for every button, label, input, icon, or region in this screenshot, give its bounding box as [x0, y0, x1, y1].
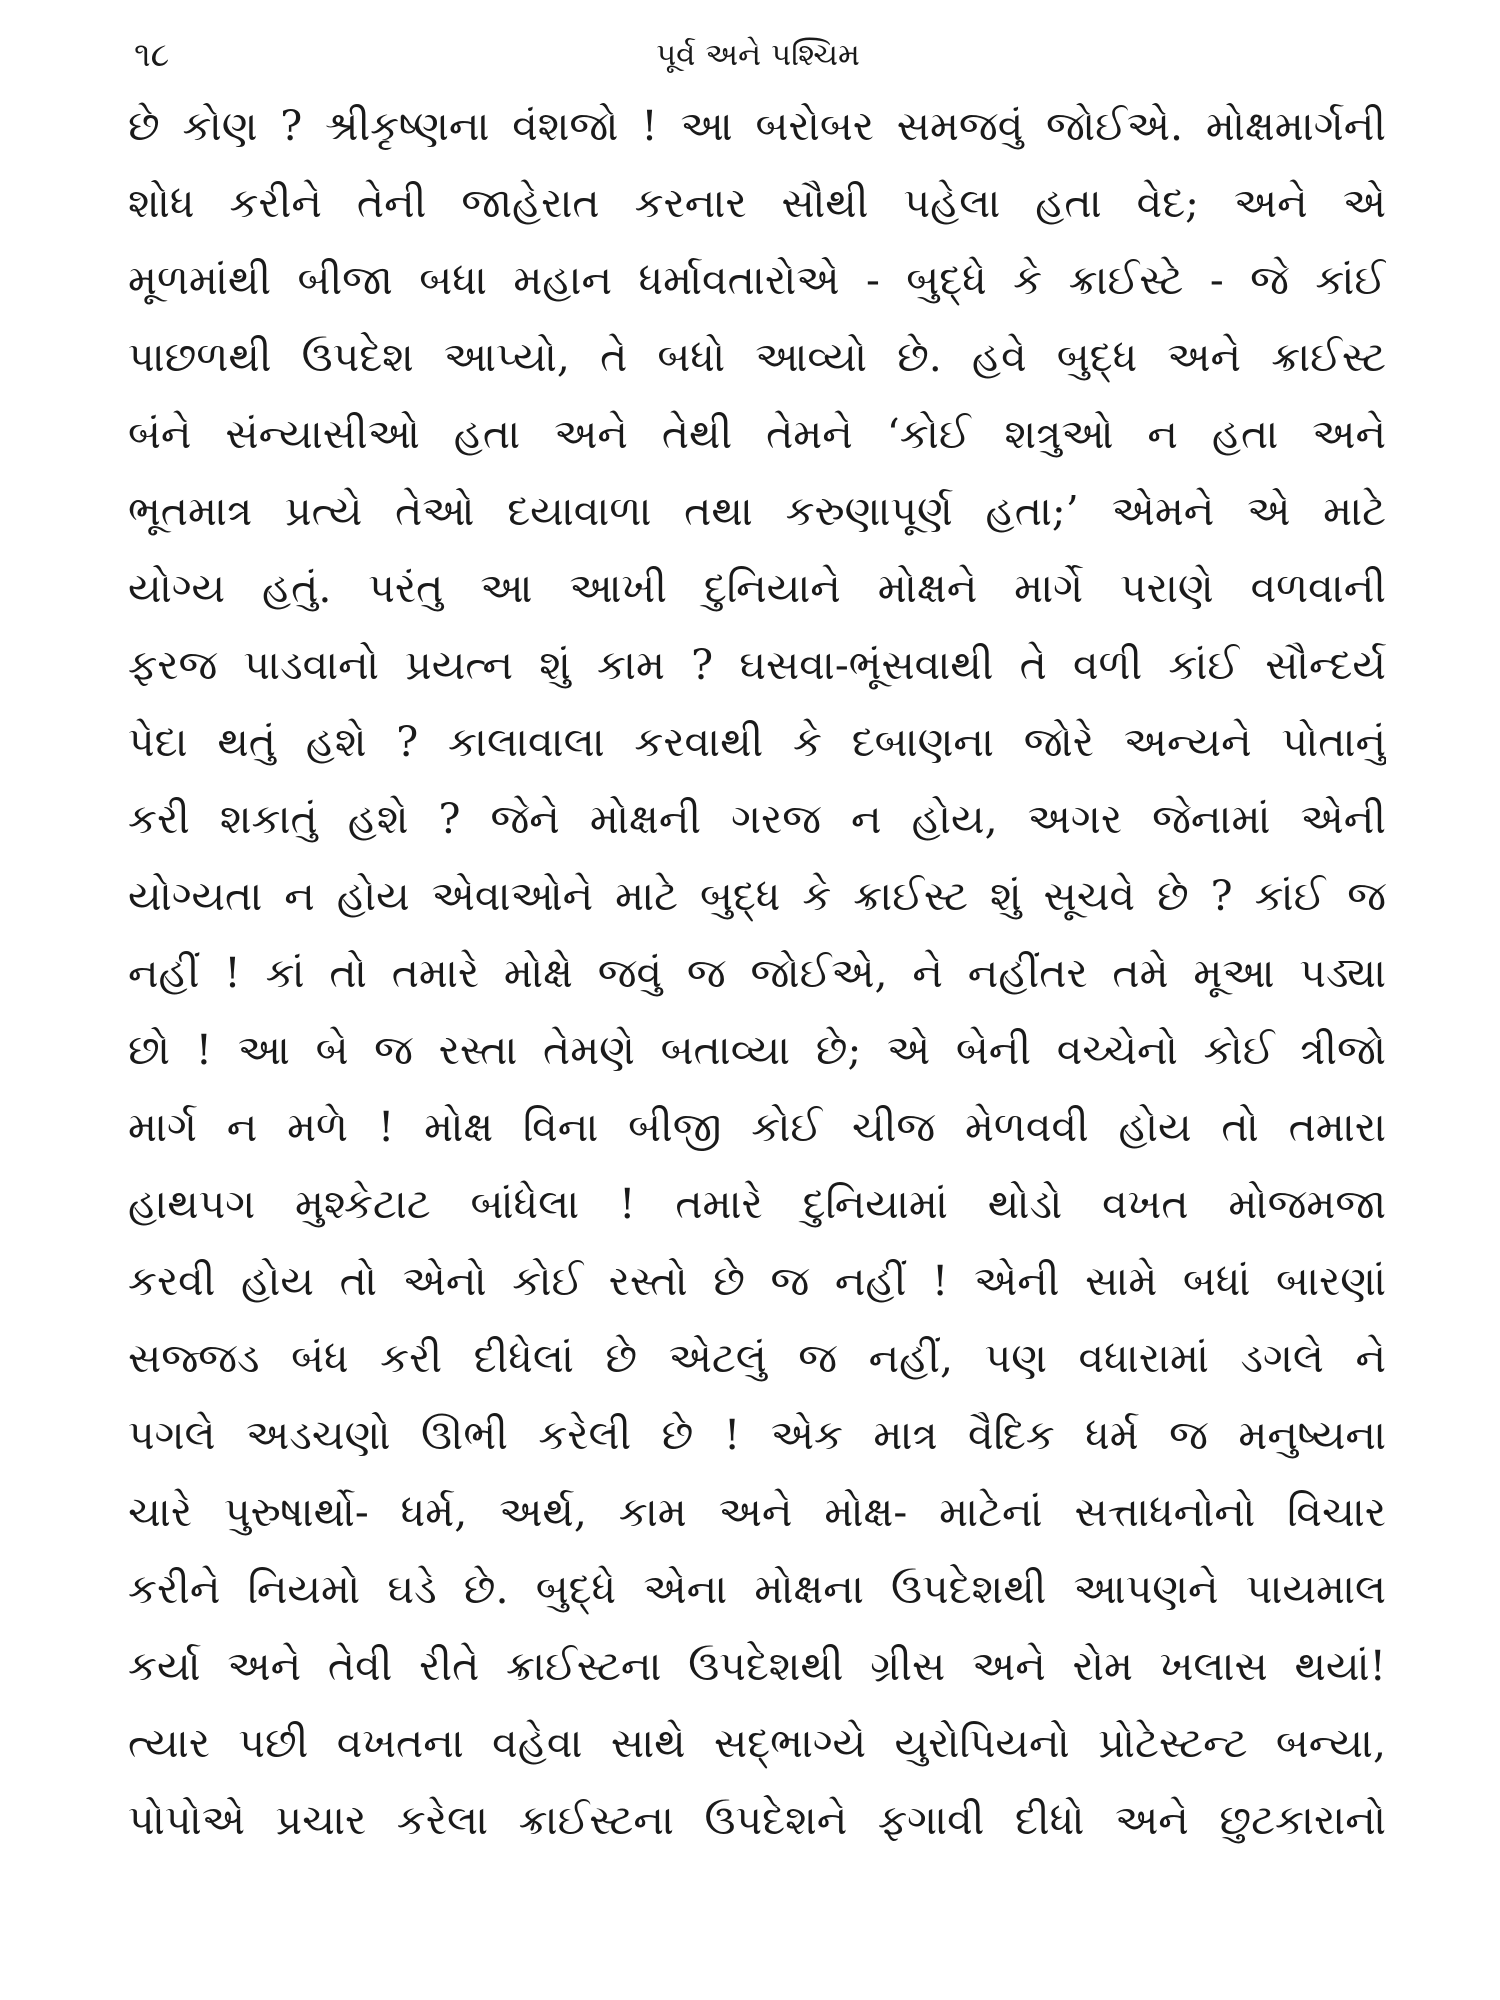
text-line: હાથપગ મુશ્કેટાટ બાંધેલા ! તમારે દુનિયામાં થોડો વખત મોજમજા — [128, 1180, 1386, 1228]
text-line: પેદા થતું હશે ? કાલાવાલા કરવાથી કે દબાણના જોરે અન્યને પોતાનું — [128, 718, 1386, 766]
text-line: કર્યા અને તેવી રીતે ક્રાઈસ્ટના ઉપદેશથી ગ્રીસ અને રોમ ખલાસ થયાં! — [128, 1642, 1386, 1690]
text-line: પોપોએ પ્રચાર કરેલા ક્રાઈસ્ટના ઉપદેશને ફગાવી દીધો અને છુટકારાનો — [128, 1796, 1386, 1844]
text-line: કરવી હોય તો એનો કોઈ રસ્તો છે જ નહીં ! એની સામે બધાં બારણાં — [128, 1257, 1386, 1305]
text-line: ભૂતમાત્ર પ્રત્યે તેઓ દયાવાળા તથા કરુણાપૂર્ણ હતા;’ એમને એ માટે — [128, 487, 1386, 535]
running-header — [134, 30, 1382, 80]
text-line: ત્યાર પછી વખતના વહેવા સાથે સદ્ભાગ્યે યુરોપિયનો પ્રોટેસ્ટન્ટ બન્યા, — [128, 1719, 1386, 1767]
text-line: બંને સંન્યાસીઓ હતા અને તેથી તેમને ‘કોઈ શત્રુઓ ન હતા અને — [128, 410, 1386, 458]
text-line: ફરજ પાડવાનો પ્રયત્ન શું કામ ? ઘસવા-ભૂંસવાથી તે વળી કાંઈ સૌન્દર્ય — [128, 641, 1386, 689]
text-line: કરી શકાતું હશે ? જેને મોક્ષની ગરજ ન હોય, અગર જેનામાં એની — [128, 795, 1386, 843]
text-line: છો ! આ બે જ રસ્તા તેમણે બતાવ્યા છે; એ બેની વચ્ચેનો કોઈ ત્રીજો — [128, 1026, 1386, 1074]
text-line: સજ્જડ બંધ કરી દીધેલાં છે એટલું જ નહીં, પણ વધારામાં ડગલે ને — [128, 1334, 1386, 1382]
running-title: પૂર્વ અને પશ્ચિમ — [656, 37, 860, 73]
text-line: માર્ગ ન મળે ! મોક્ષ વિના બીજી કોઈ ચીજ મેળવવી હોય તો તમારા — [128, 1103, 1386, 1151]
text-line: યોગ્ય હતું. પરંતુ આ આખી દુનિયાને મોક્ષને માર્ગે પરાણે વળવાની — [128, 564, 1386, 612]
text-line: નહીં ! કાં તો તમારે મોક્ષે જવું જ જોઈએ, ને નહીંતર તમે મૂઆ પડ્યા — [128, 949, 1386, 997]
text-line: પાછળથી ઉપદેશ આપ્યો, તે બધો આવ્યો છે. હવે બુદ્ધ અને ક્રાઈસ્ટ — [128, 333, 1386, 381]
text-line: કરીને નિયમો ઘડે છે. બુદ્ધે એના મોક્ષના ઉપદેશથી આપણને પાયમાલ — [128, 1565, 1386, 1613]
page-number: ૧૮ — [134, 35, 170, 75]
text-line: ચારે પુરુષાર્થો- ધર્મ, અર્થ, કામ અને મોક્ષ- માટેનાં સત્તાધનોનો વિચાર — [128, 1488, 1386, 1536]
text-line: પગલે અડચણો ઊભી કરેલી છે ! એક માત્ર વૈદિક ધર્મ જ મનુષ્યના — [128, 1411, 1386, 1459]
text-line: યોગ્યતા ન હોય એવાઓને માટે બુદ્ધ કે ક્રાઈસ્ટ શું સૂચવે છે ? કાંઈ જ — [128, 872, 1386, 920]
text-line: શોધ કરીને તેની જાહેરાત કરનાર સૌથી પહેલા હતા વેદ; અને એ — [128, 179, 1386, 227]
text-line: છે કોણ ? શ્રીકૃષ્ણના વંશજો ! આ બરોબર સમજવું જોઈએ. મોક્ષમાર્ગની — [128, 102, 1386, 150]
text-line: મૂળમાંથી બીજા બધા મહાન ધર્માવતારોએ - બુદ્ધે કે ક્રાઈસ્ટે - જે કાંઈ — [128, 256, 1386, 304]
body-paragraph — [128, 88, 1386, 1859]
